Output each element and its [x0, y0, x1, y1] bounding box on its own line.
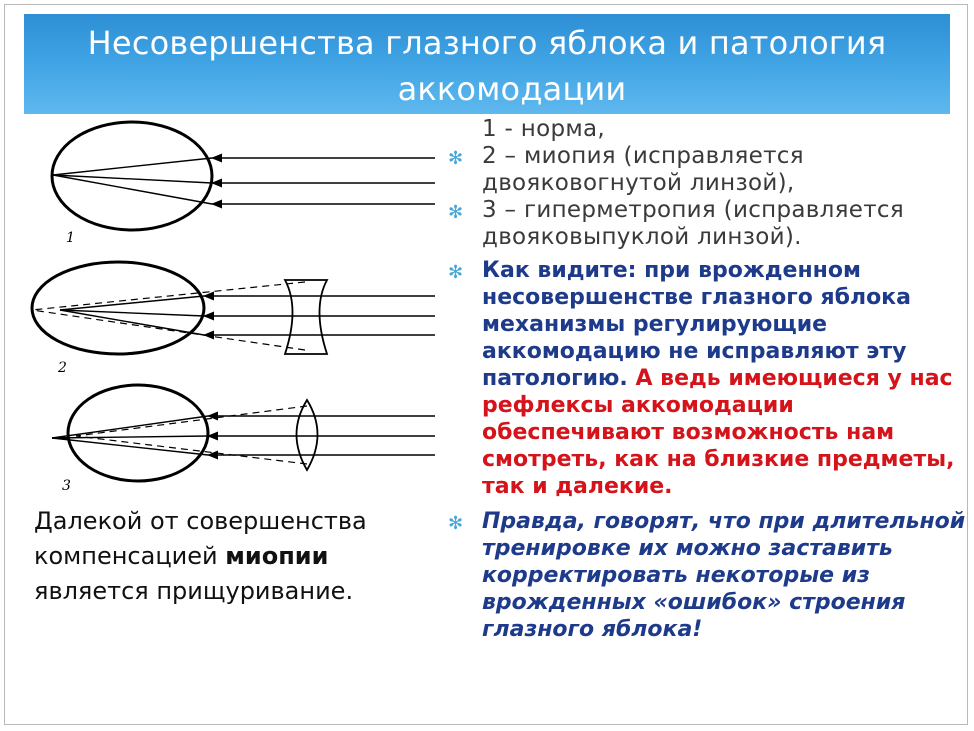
convex-lens: [297, 400, 318, 470]
bullet-list: [448, 116, 968, 643]
bullet-icon: ✻: [448, 202, 464, 223]
title-line-1: Несовершенства глазного яблока и патология: [87, 24, 887, 62]
title-line-2: аккомодации: [397, 70, 627, 108]
bullet-icon: ✻: [448, 148, 464, 169]
list-item-conclusion: [448, 257, 968, 500]
eye-2-myopia: [32, 262, 435, 376]
list-item-hyperopia: [448, 197, 968, 251]
eye-diagram: [20, 118, 440, 503]
list-item-4-blue: Как видите: при врожденном несовершенстве глазного яблока механизмы регулирующие аккомодацию не исправляют эту патологию.: [482, 258, 911, 391]
caption-bold: миопии: [225, 542, 329, 570]
caption-text-2: является прищуривание.: [34, 577, 354, 605]
list-item-4-red: А ведь имеющиеся у нас рефлексы аккомодации обеспечивают возможность нам смотреть, как на близкие предметы, так и далекие.: [482, 366, 955, 499]
list-item-3-text: 3 – гиперметропия (исправляется двояковыпуклой линзой).: [482, 197, 904, 250]
list-item-2-text: 2 – миопия (исправляется двояковогнутой линзой),: [482, 143, 804, 196]
eyeball-2: [32, 262, 204, 354]
bullet-icon: ✻: [448, 513, 464, 534]
list-item-5-text: Правда, говорят, что при длительной тренировке их можно заставить корректировать некоторые из врожденных «ошибок» строения глазного яблока!: [482, 509, 966, 642]
eye-3-hyperopia: [52, 385, 435, 494]
figure-label-3: 3: [62, 478, 71, 494]
eye-1-normal: [52, 122, 435, 246]
list-item-myopia: [448, 143, 968, 197]
bullet-icon: ✻: [448, 262, 464, 283]
list-item-norm: [448, 116, 968, 143]
slide-title: [24, 20, 950, 112]
list-item-training: [448, 508, 968, 643]
figure-label-1: 1: [66, 230, 75, 246]
caption-text-1: Далекой от совершенства компенсацией: [34, 507, 367, 570]
concave-lens: [285, 280, 327, 354]
figure-label-2: 2: [58, 360, 67, 376]
caption: [34, 504, 404, 609]
list-item-1-text: 1 - норма,: [482, 116, 606, 142]
